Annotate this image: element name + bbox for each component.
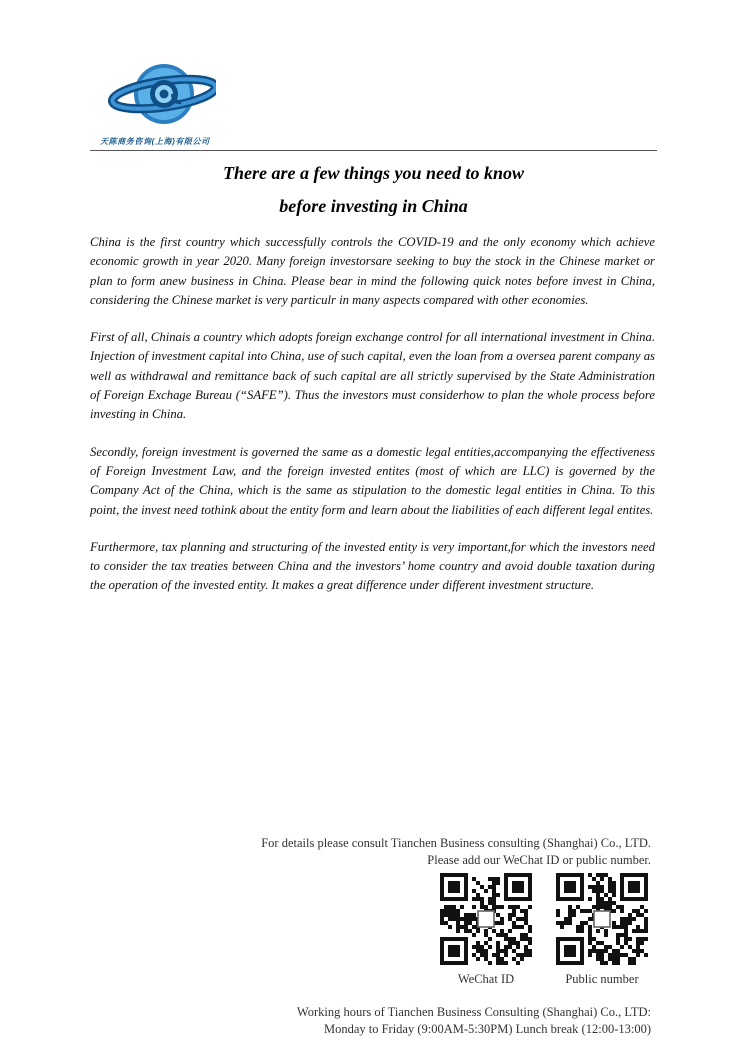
article-title-line-1: There are a few things you need to know bbox=[222, 163, 524, 183]
paragraph-foreign-exchange: First of all, Chinais a country which adopts foreign exchange control for all international investment in China. Injection of investment capital into China, use of such capital, even the loan from a oversea parent company as well as withdrawal and remittance back of such capital are all strictly supervised by the State Administration of Foreign Exchage Bureau (“SAFE”). Thus the investors must considerhow to plan the whole process before investing in China. bbox=[90, 330, 655, 422]
public-number-qr-code-icon bbox=[556, 873, 648, 965]
header-divider bbox=[90, 150, 657, 151]
paragraph-tax-planning: Furthermore, tax planning and structuring of the invested entity is very important,for which the investors need to consider the tax treaties between China and the investors’ home country and avoid double taxation during the operation of the invested entity. It makes a great difference under different investment structure. bbox=[90, 539, 655, 593]
add-wechat-line: Please add our WeChat ID or public number. bbox=[427, 853, 651, 867]
working-hours-line-2: Monday to Friday (9:00AM-5:30PM) Lunch break (12:00-13:00) bbox=[323, 1022, 651, 1036]
public-number-caption: Public number bbox=[565, 972, 639, 986]
article-body bbox=[90, 233, 655, 614]
article-title-line-2: before investing in China bbox=[279, 196, 468, 216]
working-hours-line-1: Working hours of Tianchen Business Consulting (Shanghai) Co., LTD: bbox=[296, 1005, 651, 1019]
company-name: 天陈商务咨询(上海)有限公司 bbox=[100, 137, 210, 146]
company-logo bbox=[100, 58, 250, 154]
consult-line: For details please consult Tianchen Business consulting (Shanghai) Co., LTD. bbox=[261, 836, 651, 850]
paragraph-covid-growth: China is the first country which successfully controls the COVID-19 and the only economy which achieve economic growth in year 2020. Many foreign investorsare seeking to buy the stock in the Chinese market or plan to form anew business in China. Please bear in mind the following quick notes before invest in China, considering the Chinese market is very particulr in many aspects compared with other economies. bbox=[90, 235, 655, 307]
company-at-globe-logo-icon bbox=[106, 58, 216, 130]
wechat-id-caption: WeChat ID bbox=[457, 972, 515, 986]
wechat-qr-code-icon bbox=[440, 873, 532, 965]
paragraph-legal-entities: Secondly, foreign investment is governed the same as a domestic legal entities,accompanying the effectiveness of Foreign Investment Law, and the foreign invested entites (most of which are LLC) is governed by the Company Act of the China, which is the same as stipulation to the domestic legal entities in China. To this point, the invest need tothink about the entity form and learn about the liabilities of each different legal entites. bbox=[90, 444, 655, 517]
